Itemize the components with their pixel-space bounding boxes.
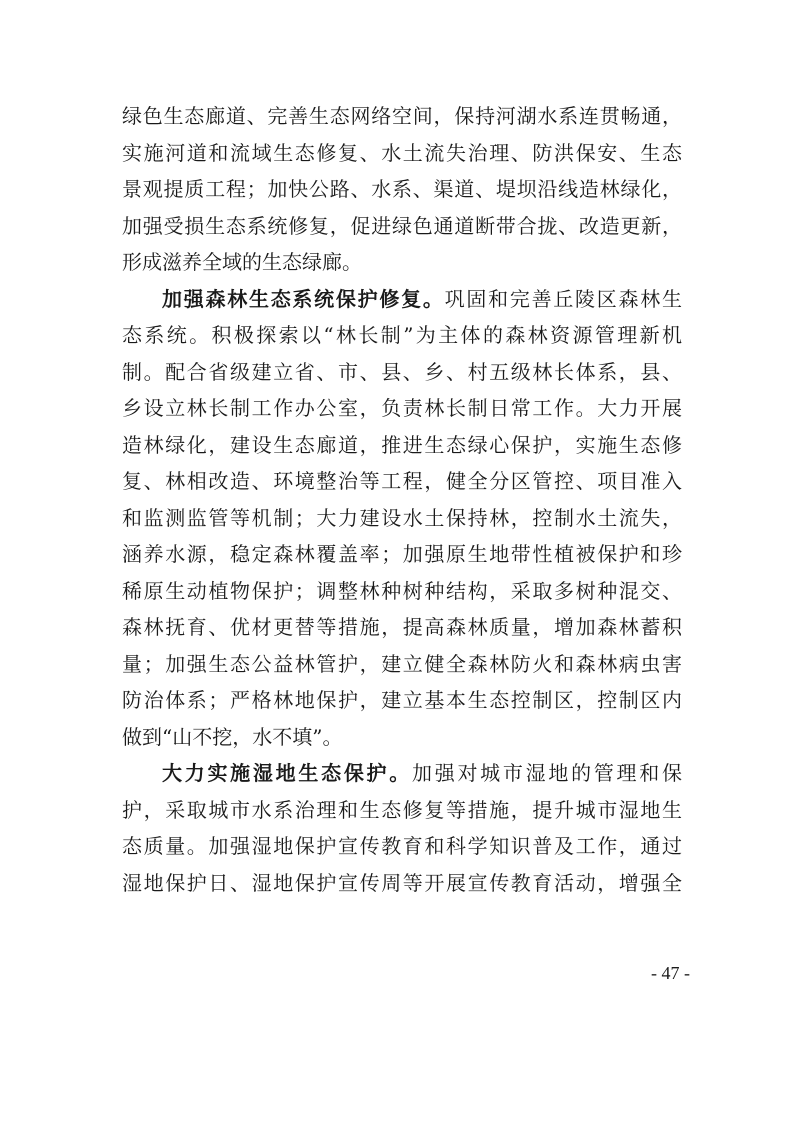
text-line: 乡设立林长制工作办公室，负责林长制日常工作。大力开展	[122, 396, 682, 420]
document-body	[122, 98, 682, 901]
text-line: 森林抚育、优材更替等措施，提高森林质量，增加森林蓄积	[122, 615, 682, 639]
text-line: 制。配合省级建立省、市、县、乡、村五级林长体系，县、	[122, 359, 682, 384]
paragraph-heading: 大力实施湿地生态保护。	[162, 761, 412, 785]
text-run: 巩固和完善丘陵区森林生	[444, 286, 683, 311]
text-line: 实施河道和流域生态修复、水土流失治理、防洪保安、生态	[122, 140, 682, 165]
text-line: 态质量。加强湿地保护宣传教育和科学知识普及工作，通过	[122, 834, 682, 858]
text-run: 加强对城市湿地的管理和保	[412, 761, 682, 785]
paragraph	[122, 755, 682, 901]
text-line: 加强受损生态系统修复，促进绿色通道断带合拢、改造更新，	[122, 213, 682, 238]
text-line	[122, 281, 682, 318]
text-line: 态系统。积极探索以“林长制”为主体的森林资源管理新机	[122, 323, 682, 347]
text-line: 涵养水源，稳定森林覆盖率；加强原生地带性植被保护和珍	[122, 542, 682, 566]
text-line: 做到“山不挖，水不填”。	[122, 724, 343, 749]
text-line: 复、林相改造、环境整治等工程，健全分区管控、项目准入	[122, 469, 682, 493]
text-line: 湿地保护日、湿地保护宣传周等开展宣传教育活动，增强全	[122, 870, 682, 895]
text-line: 绿色生态廊道、完善生态网络空间，保持河湖水系连贯畅通，	[122, 104, 682, 128]
page-number: - 47 -	[651, 963, 690, 983]
paragraph	[122, 98, 682, 281]
text-line	[122, 755, 682, 792]
paragraph-heading: 加强森林生态系统保护修复。	[162, 286, 445, 311]
text-line: 形成滋养全域的生态绿廊。	[122, 250, 362, 274]
text-line: 和监测监管等机制；大力建设水土保持林，控制水土流失，	[122, 505, 682, 530]
text-line: 景观提质工程；加快公路、水系、渠道、堤坝沿线造林绿化，	[122, 177, 682, 201]
text-line: 防治体系；严格林地保护，建立基本生态控制区，控制区内	[122, 688, 682, 712]
text-line: 护，采取城市水系治理和生态修复等措施，提升城市湿地生	[122, 797, 682, 822]
text-line: 量；加强生态公益林管护，建立健全森林防火和森林病虫害	[122, 651, 682, 676]
paragraph	[122, 281, 682, 756]
text-line: 造林绿化，建设生态廊道，推进生态绿心保护，实施生态修	[122, 432, 682, 457]
text-line: 稀原生动植物保护；调整林种树种结构，采取多树种混交、	[122, 578, 682, 603]
